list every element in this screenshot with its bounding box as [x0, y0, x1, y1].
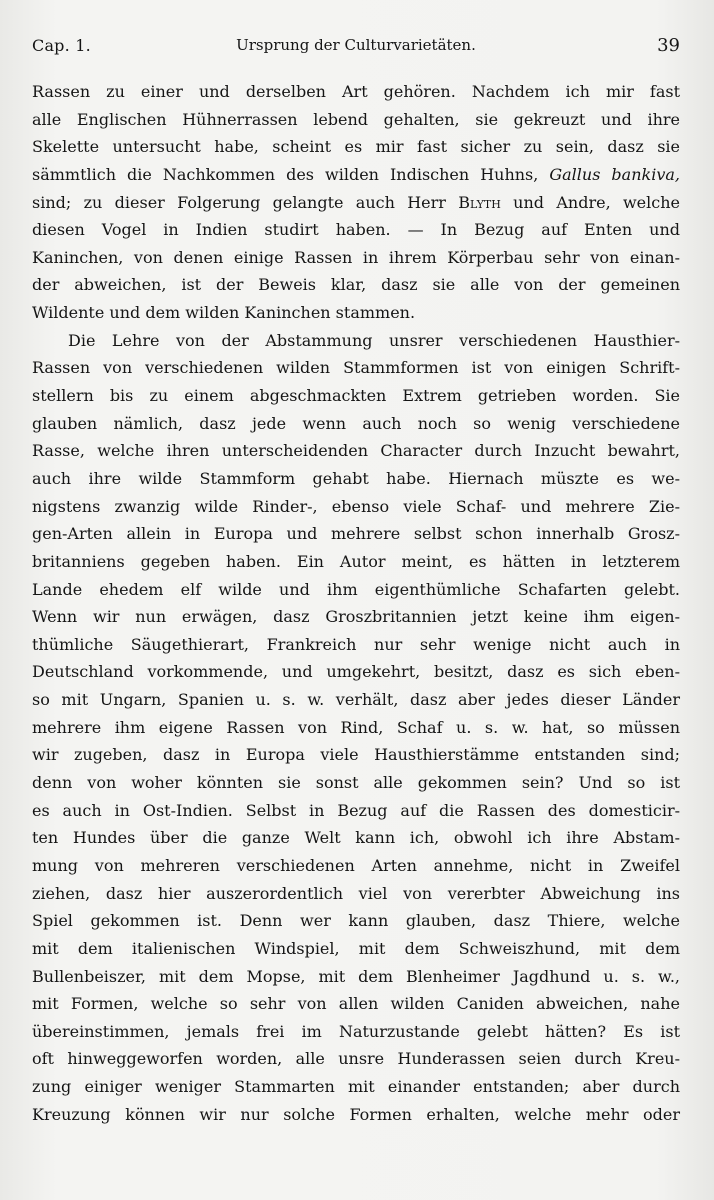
text-line: so mit Ungarn, Spanien u. s. w. verhält, dasz aber jedes dieser Länder — [32, 690, 680, 710]
species-name: Gallus bankiva, — [549, 164, 680, 184]
text-line: denn von woher könnten sie sonst alle gekommen sein? Und so ist — [32, 773, 680, 793]
text-line: Spiel gekommen ist. Denn wer kann glauben, dasz Thiere, welche — [32, 911, 680, 931]
text-line: Deutschland vorkommende, und umgekehrt, besitzt, dasz es sich eben- — [32, 662, 680, 682]
text-line: Wenn wir nun erwägen, dasz Groszbritannien jetzt keine ihm eigen- — [32, 607, 680, 627]
text-line: der abweichen, ist der Beweis klar, dasz sie alle von der gemeinen — [32, 275, 680, 295]
text-line: Kaninchen, von denen einige Rassen in ihrem Körperbau sehr von einan- — [32, 247, 680, 267]
text-line: mit dem italienischen Windspiel, mit dem Schweiszhund, mit dem — [32, 938, 680, 958]
text-line: alle Englischen Hühnerrassen lebend gehalten, sie gekreuzt und ihre — [32, 109, 680, 129]
text-line: Kreuzung können wir nur solche Formen erhalten, welche mehr oder — [32, 1104, 680, 1124]
chapter-label: Cap. 1. — [32, 36, 91, 55]
author-name: Blyth — [458, 192, 501, 212]
running-header — [32, 36, 680, 60]
text-line: mehrere ihm eigene Rassen von Rind, Schaf u. s. w. hat, so müssen — [32, 717, 680, 737]
running-title: Ursprung der Culturvarietäten. — [236, 36, 476, 54]
text-line: Bullenbeiszer, mit dem Mopse, mit dem Blenheimer Jagdhund u. s. w., — [32, 966, 680, 986]
text-line: Rassen zu einer und derselben Art gehören. Nachdem ich mir fast — [32, 82, 680, 101]
text-line: Wildente und dem wilden Kaninchen stammen. — [32, 303, 416, 323]
text-span: sämmtlich die Nachkommen des wilden Indischen Huhns, — [32, 164, 539, 184]
text-line: Lande ehedem elf wilde und ihm eigenthümliche Schafarten gelebt. — [32, 579, 680, 599]
text-span: sind; zu dieser Folgerung gelangte auch Herr — [32, 192, 446, 212]
text-line: nigstens zwanzig wilde Rinder-, ebenso viele Schaf- und mehrere Zie- — [32, 496, 680, 516]
text-line: ten Hundes über die ganze Welt kann ich, obwohl ich ihre Abstam- — [32, 828, 680, 848]
text-line: Skelette untersucht habe, scheint es mir fast sicher zu sein, dasz sie — [32, 137, 680, 157]
text-line: zung einiger weniger Stammarten mit einander entstanden; aber durch — [32, 1077, 680, 1097]
text-line: wir zugeben, dasz in Europa viele Hausthierstämme entstanden sind; — [32, 745, 680, 765]
text-line — [32, 189, 680, 217]
text-line: oft hinweggeworfen worden, alle unsre Hunderassen seien durch Kreu- — [32, 1049, 680, 1069]
text-line: ziehen, dasz hier auszerordentlich viel von vererbter Abweichung ins — [32, 883, 680, 903]
text-line: stellern bis zu einem abgeschmackten Extrem getrieben worden. Sie — [32, 386, 680, 406]
text-line: diesen Vogel in Indien studirt haben. — In Bezug auf Enten und — [32, 220, 680, 240]
text-line: auch ihre wilde Stammform gehabt habe. Hiernach müszte es we- — [32, 468, 680, 488]
text-span: und Andre, welche — [513, 192, 680, 212]
text-line: gen-Arten allein in Europa und mehrere selbst schon innerhalb Grosz- — [32, 524, 680, 544]
text-line: Die Lehre von der Abstammung unsrer verschiedenen Hausthier- — [68, 330, 680, 350]
text-line: thümliche Säugethierart, Frankreich nur sehr wenige nicht auch in — [32, 634, 680, 654]
page-number: 39 — [657, 35, 680, 56]
text-line: Rassen von verschiedenen wilden Stammformen ist von einigen Schrift- — [32, 358, 680, 378]
text-line: übereinstimmen, jemals frei im Naturzustande gelebt hätten? Es ist — [32, 1021, 680, 1041]
text-line: mung von mehreren verschiedenen Arten annehme, nicht in Zweifel — [32, 855, 680, 875]
text-line: Rasse, welche ihren unterscheidenden Character durch Inzucht bewahrt, — [32, 441, 680, 461]
text-line: es auch in Ost-Indien. Selbst in Bezug auf die Rassen des domesticir- — [32, 800, 680, 820]
text-line: glauben nämlich, dasz jede wenn auch noch so wenig verschiedene — [32, 413, 680, 433]
text-line: mit Formen, welche so sehr von allen wilden Caniden abweichen, nahe — [32, 994, 680, 1014]
text-line: britanniens gegeben haben. Ein Autor meint, es hätten in letzterem — [32, 551, 680, 571]
body-text — [32, 78, 680, 1128]
text-line — [32, 161, 680, 189]
